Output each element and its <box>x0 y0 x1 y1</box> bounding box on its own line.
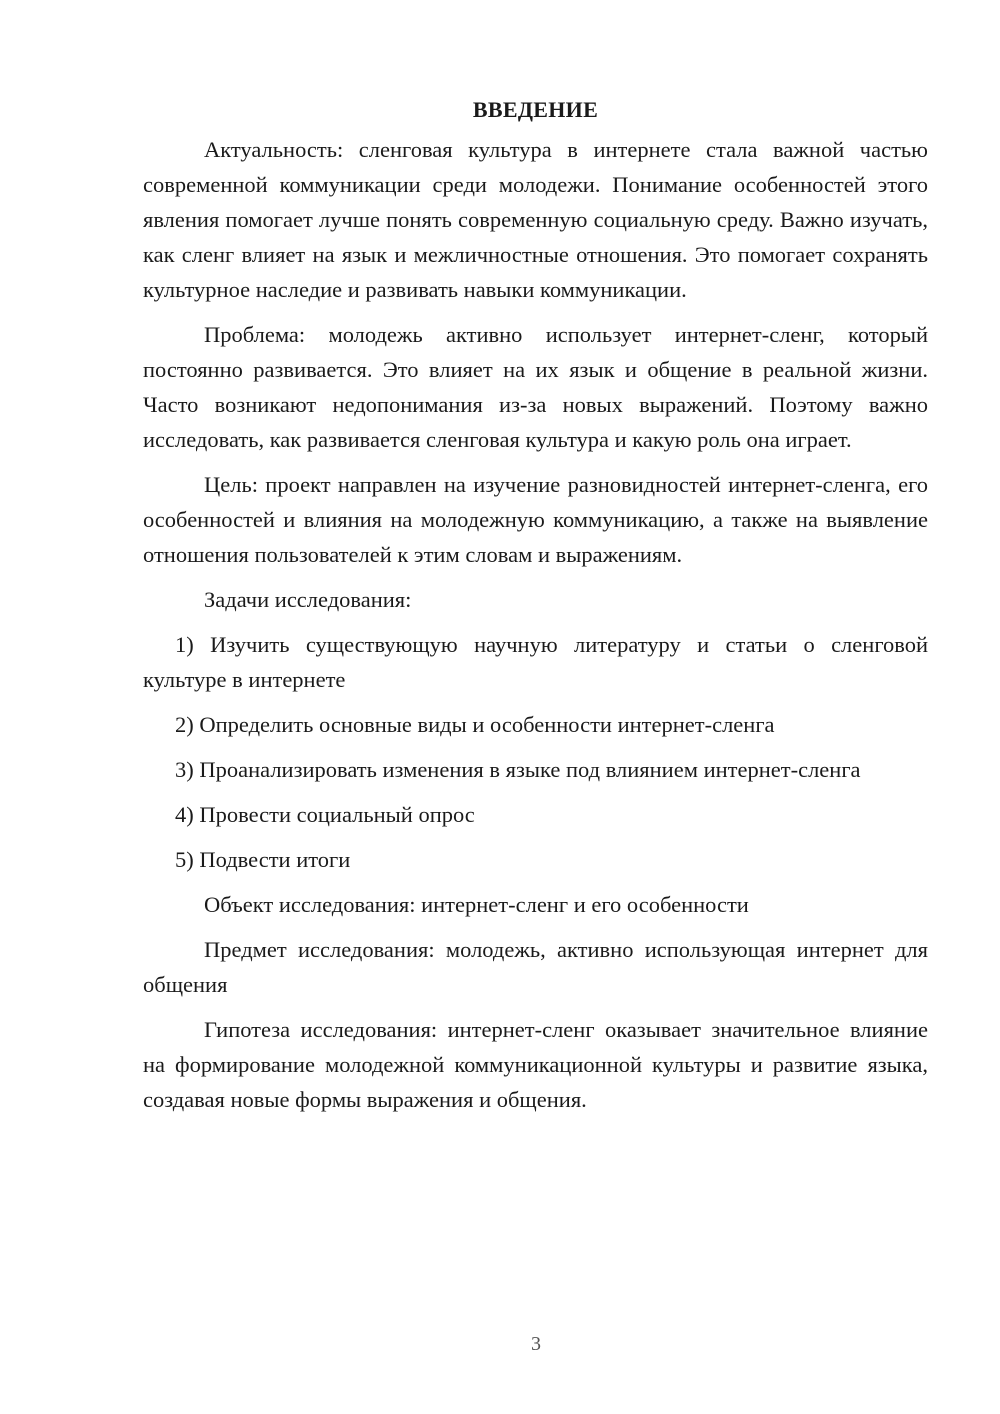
tasks-title: Задачи исследования: <box>204 587 412 612</box>
task-item-4: 4) Провести социальный опрос <box>175 802 475 827</box>
paragraph-relevance: Актуальность: сленговая культура в интернете стала важной частью современной коммуникации среди молодежи. Понимание особенностей этого явления помогает лучше понять современную социальную среду. Важно изучать, как сленг влияет на язык и межличностные отношения. Это помогает сохранять культурное наследие и развивать навыки коммуникации. <box>143 137 928 302</box>
task-item-3: 3) Проанализировать изменения в языке под влиянием интернет-сленга <box>175 757 861 782</box>
paragraph-hypothesis: Гипотеза исследования: интернет-сленг оказывает значительное влияние на формирование молодежной коммуникационной культуры и развитие языка, создавая новые формы выражения и общения. <box>143 1017 928 1112</box>
page-number: 3 <box>531 1333 541 1355</box>
paragraph-problem: Проблема: молодежь активно использует интернет-сленг, который постоянно развивается. Это влияет на их язык и общение в реальной жизни. Часто возникают недопонимания из-за новых выражений. Поэтому важно исследовать, как развивается сленговая культура и какую роль она играет. <box>143 322 928 452</box>
task-item-1: 1) Изучить существующую научную литературу и статьи о сленговой культуре в интернете <box>143 632 928 692</box>
task-item-5: 5) Подвести итоги <box>175 847 351 872</box>
paragraph-goal: Цель: проект направлен на изучение разновидностей интернет-сленга, его особенностей и влияния на молодежную коммуникацию, а также на выявление отношения пользователей к этим словам и выражениям. <box>143 472 928 567</box>
paragraph-subject: Предмет исследования: молодежь, активно использующая интернет для общения <box>143 937 928 997</box>
section-heading: ВВЕДЕНИЕ <box>472 97 599 122</box>
paragraph-object: Объект исследования: интернет-сленг и его особенности <box>204 892 749 917</box>
task-item-2: 2) Определить основные виды и особенности интернет-сленга <box>175 712 775 737</box>
document-page <box>143 92 928 1127</box>
